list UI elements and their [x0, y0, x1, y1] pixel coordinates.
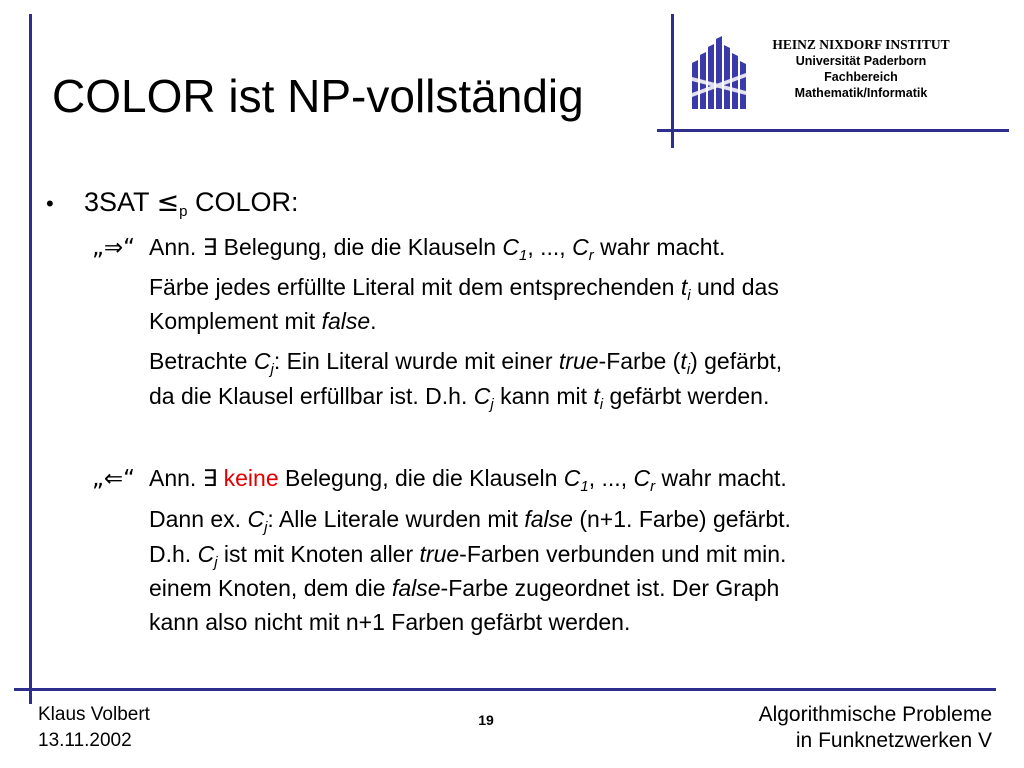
part1-para1-line2: Komplement mit false.	[149, 308, 377, 334]
course-title-line1: Algorithmische Probleme	[758, 703, 992, 726]
bullet-icon: •	[46, 191, 54, 216]
part2-line2: D.h. $C_j$ ist mit Knoten aller true-Farben verbunden und mit min.	[149, 541, 787, 571]
author-name: Klaus Volbert	[38, 704, 150, 725]
course-title-line2: in Funknetzwerken V	[795, 729, 992, 752]
part1-assumption	[92, 232, 135, 263]
presentation-date: 13.11.2002	[38, 730, 132, 751]
header-vertical-rule	[671, 14, 674, 148]
page-number: 19	[478, 712, 494, 728]
department-label: Fachbereich	[824, 70, 898, 84]
part1-para2-line2: da die Klausel erfüllbar ist. D.h. $C_j$ kann mit $t_i$ gefärbt werden.	[149, 383, 770, 413]
footer-course-block	[759, 702, 992, 754]
part1-assumption-text: Ann. ∃ Belegung, die die Klauseln $C_1$, ..., $C_r$ wahr macht.	[149, 234, 726, 264]
university-name: Universität Paderborn	[795, 54, 927, 68]
keine-highlight: keine	[223, 465, 279, 491]
department-name: Mathematik/Informatik	[794, 86, 928, 100]
part1-para1-line1: Färbe jedes erfüllte Literal mit dem entsprechenden $t_i$ und das	[149, 274, 779, 304]
part2-line4: kann also nicht mit n+1 Farben gefärbt werden.	[149, 609, 631, 635]
slide-title: COLOR ist NP-vollständig	[52, 70, 584, 122]
footer-horizontal-rule	[14, 688, 996, 691]
part2-assumption-text: Ann. ∃ keine Belegung, die die Klauseln $C_1$, ..., $C_r$ wahr macht.	[149, 465, 787, 495]
bullet-heading: $3SAT \le_p$ COLOR:	[84, 187, 299, 220]
part2-assumption	[92, 463, 135, 494]
part2-line1: Dann ex. $C_j$: Alle Literale wurden mit false (n+1. Farbe) gefärbt.	[149, 506, 791, 536]
institute-name: HEINZ NIXDORF INSTITUT	[772, 37, 950, 52]
implied-by-marker: „⇐“	[92, 466, 136, 492]
university-logo-icon	[688, 33, 750, 109]
header-horizontal-rule	[657, 129, 1009, 132]
left-vertical-rule	[29, 14, 32, 704]
implies-marker: „⇒“	[92, 235, 136, 261]
footer-author-block	[38, 702, 150, 754]
part1-para2-line1: Betrachte $C_j$: Ein Literal wurde mit einer true-Farbe $(t_i)$ gefärbt,	[149, 348, 783, 378]
part2-line3: einem Knoten, dem die false-Farbe zugeordnet ist. Der Graph	[149, 575, 780, 601]
institute-block	[753, 37, 969, 101]
